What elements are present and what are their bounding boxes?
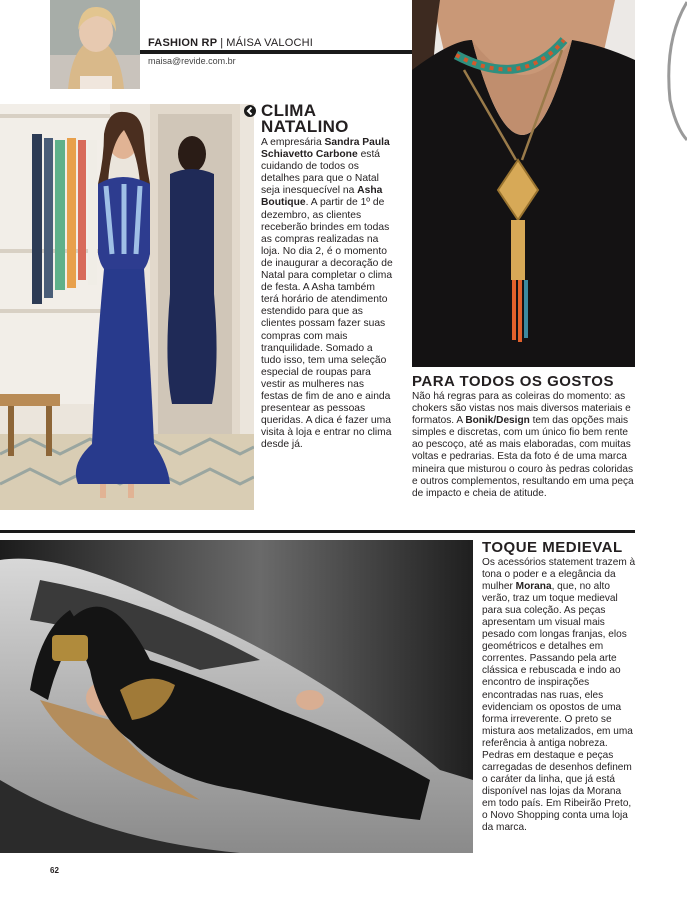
bold-text-run: Morana xyxy=(515,581,552,593)
boutique-photo xyxy=(0,104,254,510)
body-para-todos-os-gostos xyxy=(412,391,638,500)
header-rule xyxy=(140,50,412,54)
section-divider xyxy=(0,530,635,533)
author-email[interactable]: maisa@revide.com.br xyxy=(148,56,236,66)
headline-para-todos-os-gostos: PARA TODOS OS GOSTOS xyxy=(412,373,614,390)
necklace-photo xyxy=(412,0,635,367)
section-name: FASHION RP xyxy=(148,37,218,49)
arrow-bullet-icon xyxy=(243,104,257,118)
body-toque-medieval xyxy=(482,557,636,834)
column-title xyxy=(148,37,313,49)
page-number: 62 xyxy=(50,866,59,875)
bold-text-run: Sandra Paula Schiavetto Carbone xyxy=(261,137,390,161)
text-run: tem das opções mais simples e discretas, com um único fio bem rente ao pescoço, até as mais elaboradas, com muitas voltas e pedrarias. Esta da foto é de uma marca mineira que misturou o couro às pedras coloridas e outros complementos, resultando em uma peça de impacto e cheia de atitude. xyxy=(412,415,634,499)
author-photo xyxy=(50,0,140,89)
text-run: Os acessórios statement trazem à tona o poder e a elegância da mulher xyxy=(482,557,636,593)
author-name: MÁISA VALOCHI xyxy=(226,37,314,49)
text-run: está cuidando de todos os detalhes para que o Natal seja inesquecível na xyxy=(261,149,381,197)
body-clima-natalino xyxy=(261,137,393,451)
car-photo xyxy=(0,540,473,853)
bold-text-run: Bonik/Design xyxy=(465,415,530,427)
headline-clima-natalino: CLIMA NATALINO xyxy=(261,101,349,136)
facing-page-ring-graphic xyxy=(660,0,687,150)
bold-text-run: Asha Boutique xyxy=(261,185,383,209)
text-run: . A partir de 1º de dezembro, as clientes receberão brindes em todas as compras realizadas na loja. No dia 2, é o momento de inaugurar a decoração de Natal para completar o clima de festa. A Asha também terá horário de atendimento estendido para que as clientes possam fazer suas compras com mais tranquilidade. Somado a tudo isso, tem uma seleção especial de roupas para vestir as mulheres nas festas de fim de ano e ainda presentear as pessoas queridas. A dica é fazer uma visita à loja e entrar no clima desde já. xyxy=(261,197,393,451)
text-run: A empresária xyxy=(261,137,325,148)
title-separator: | xyxy=(220,37,224,49)
text-run: Não há regras para as coleiras do momento: as chokers são vistas nos mais diversos materiais e formatos. A xyxy=(412,391,631,427)
text-run: , que, no alto verão, traz um toque medieval para sua coleção. As peças apresentam um visual mais pesado com longas franjas, elos geométricos e detalhes em correntes. Passando pela arte clássica e rebuscada e indo ao encontro de inspirações encontradas nas ruas, eles evidenciam os opostos de uma forma irreverente. O preto se mistura aos metalizados, em uma referência à antiga nobreza. Pedras em destaque e peças carregadas de desenhos definem o caráter da linha, que já está disponível nas lojas da Morana em todo país. Em Ribeirão Preto, o Novo Shopping conta uma loja da marca. xyxy=(482,581,633,834)
headline-toque-medieval: TOQUE MEDIEVAL xyxy=(482,539,623,556)
